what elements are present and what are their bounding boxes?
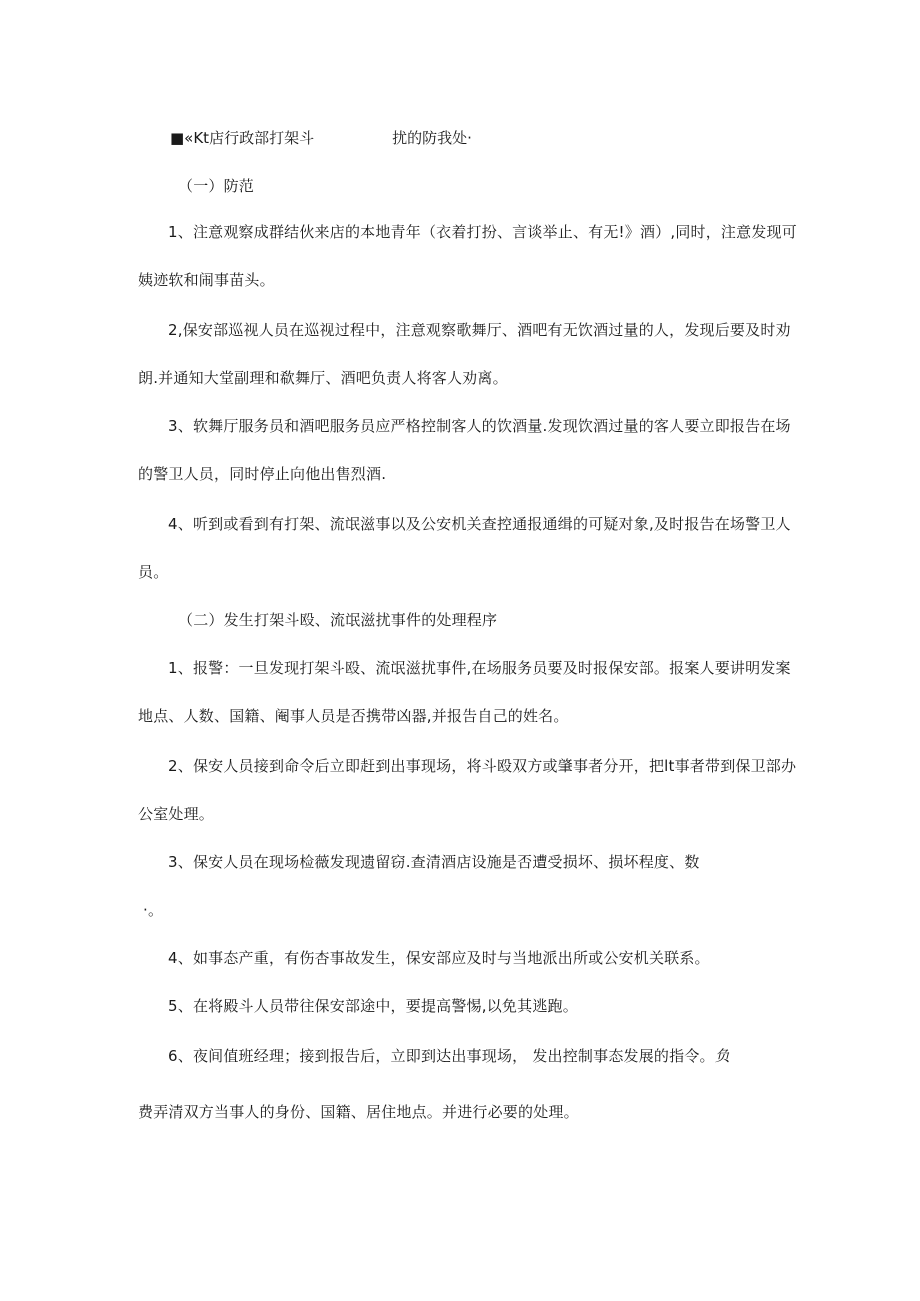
title-left-text: ■«Kt店行政部打架斗 [170,129,315,147]
s1-item2-line2: 朗.并通知大堂副理和欷舞厅、酒吧负责人将客人劝离。 [138,369,508,387]
s2-item3-line2: ·。 [143,901,164,919]
s2-item1-line1: 1、报警：一旦发现打架斗殴、流氓滋扰事件,在场服务员要及时报保安部。报案人要讲明发案 [168,659,791,677]
s2-item4-line1: 4、如事态产重，有伤杏事故发生，保安部应及时与当地派出所或公安机关联系。 [168,949,710,967]
section-2-heading: （二）发生打架斗殴、流氓滋扰事件的处理程序 [178,611,498,629]
s1-item3-line1: 3、软舞厅服务员和酒吧服务员应严格控制客人的饮酒量.发现饮酒过量的客人要立即报告在场 [168,417,791,435]
s2-item2-line1: 2、保安人员接到命令后立即赶到出事现场，将斗殴双方或肇事者分开，把lt事者带到保卫部办 [168,757,797,775]
s2-item2-line2: 公室处理。 [138,805,215,823]
document-title [170,128,472,148]
s2-item1-line2: 地点、人数、国籍、阉事人员是否携带凶器,并报告自己的姓名。 [138,707,569,725]
s1-item4-line2: 员。 [138,563,169,581]
s1-item4-line1: 4、听到或看到有打架、流氓滋事以及公安机关查控通报通缉的可疑对象,及时报告在场警卫人 [168,515,791,533]
s1-item2-line1: 2,保安部巡视人员在巡视过程中，注意观察歌舞厅、酒吧有无饮酒过量的人，发现后要及时劝 [168,321,791,339]
s2-item6-line1-tail: 负 [714,1047,730,1065]
s2-item5-line1: 5、在将殿斗人员带往保安部途中，要提高警惕,以免其逃跑。 [168,997,578,1015]
s1-item1-line2: 姨迹软和闹事苗头。 [138,271,275,289]
s2-item3-line1: 3、保安人员在现场检薇发现遗留窃.查清酒店设施是否遭受损坏、损坏程度、数 [168,853,700,871]
title-right-text: 扰的防我处· [392,129,472,147]
s2-item6-line1 [168,1046,730,1066]
section-1-heading: （一）防范 [178,177,255,195]
s2-item6-line1-main: 6、夜间值班经理；接到报告后，立即到达出事现场， 发出控制事态发展的指令。 [168,1047,715,1065]
s2-item6-line2: 费弄清双方当事人的身份、国籍、居住地点。并进行必要的处理。 [138,1103,579,1121]
s1-item1-line1: 1、注意观察成群结伙来店的本地青年（衣着打扮、言谈举止、有无!》酒）,同时，注意发现可 [168,223,797,241]
s1-item3-line2: 的警卫人员，同时停止向他出售烈酒. [138,465,387,483]
